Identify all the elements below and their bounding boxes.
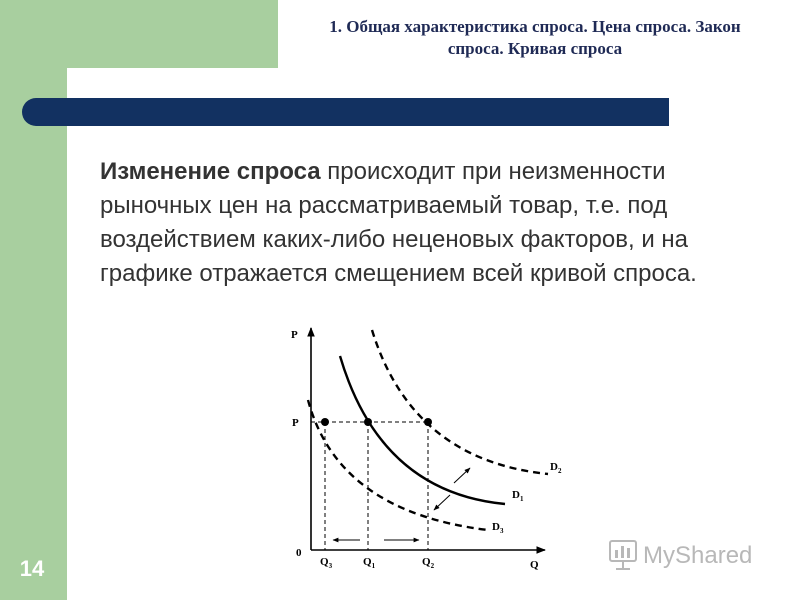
slide-title-line-2: спроса. Кривая спроса (447, 39, 623, 58)
watermark-text: MyShared (643, 542, 753, 569)
title-rule-bar (22, 98, 669, 126)
slide-number: 14 (19, 556, 45, 581)
body-emphasis: Изменение спроса (100, 158, 321, 185)
demand-curve-d2 (372, 330, 548, 474)
q1-label: $Q_1$ (363, 556, 376, 570)
slide-title (285, 16, 785, 60)
side-bar (0, 0, 67, 600)
q3-label: $Q_3$ (320, 556, 333, 570)
shift-arrow-down (434, 495, 450, 510)
origin-label: 0 (296, 547, 302, 559)
presentation-icon (610, 541, 636, 569)
point-q2 (424, 418, 432, 426)
q2-label: $Q_2$ (422, 556, 435, 570)
price-level-label: P (292, 417, 299, 429)
watermark-logo (607, 537, 767, 573)
curve-label-d1: $D_1$ (512, 489, 524, 503)
body-rest: происходит при неизменности рыночных цен на рассматриваемый товар, т.е. под воздействием каких-либо неценовых факторов, и на графике отражается смещением всей кривой спроса. (100, 158, 697, 287)
point-q1 (364, 418, 372, 426)
curve-label-d2: $D_2$ (550, 461, 562, 475)
y-axis-label: P (291, 329, 298, 341)
curve-label-d3: $D_3$ (492, 521, 504, 535)
demand-curve-d3 (308, 400, 488, 530)
body-paragraph (100, 155, 760, 291)
point-q3 (321, 418, 329, 426)
demand-shift-diagram (280, 320, 580, 580)
demand-curve-d1 (340, 356, 505, 504)
shift-arrow-up (454, 468, 470, 483)
x-axis-label: Q (530, 559, 539, 571)
slide-title-line-1: 1. Общая характеристика спроса. Цена спроса. Закон (329, 17, 741, 36)
top-accent-block (0, 0, 278, 68)
